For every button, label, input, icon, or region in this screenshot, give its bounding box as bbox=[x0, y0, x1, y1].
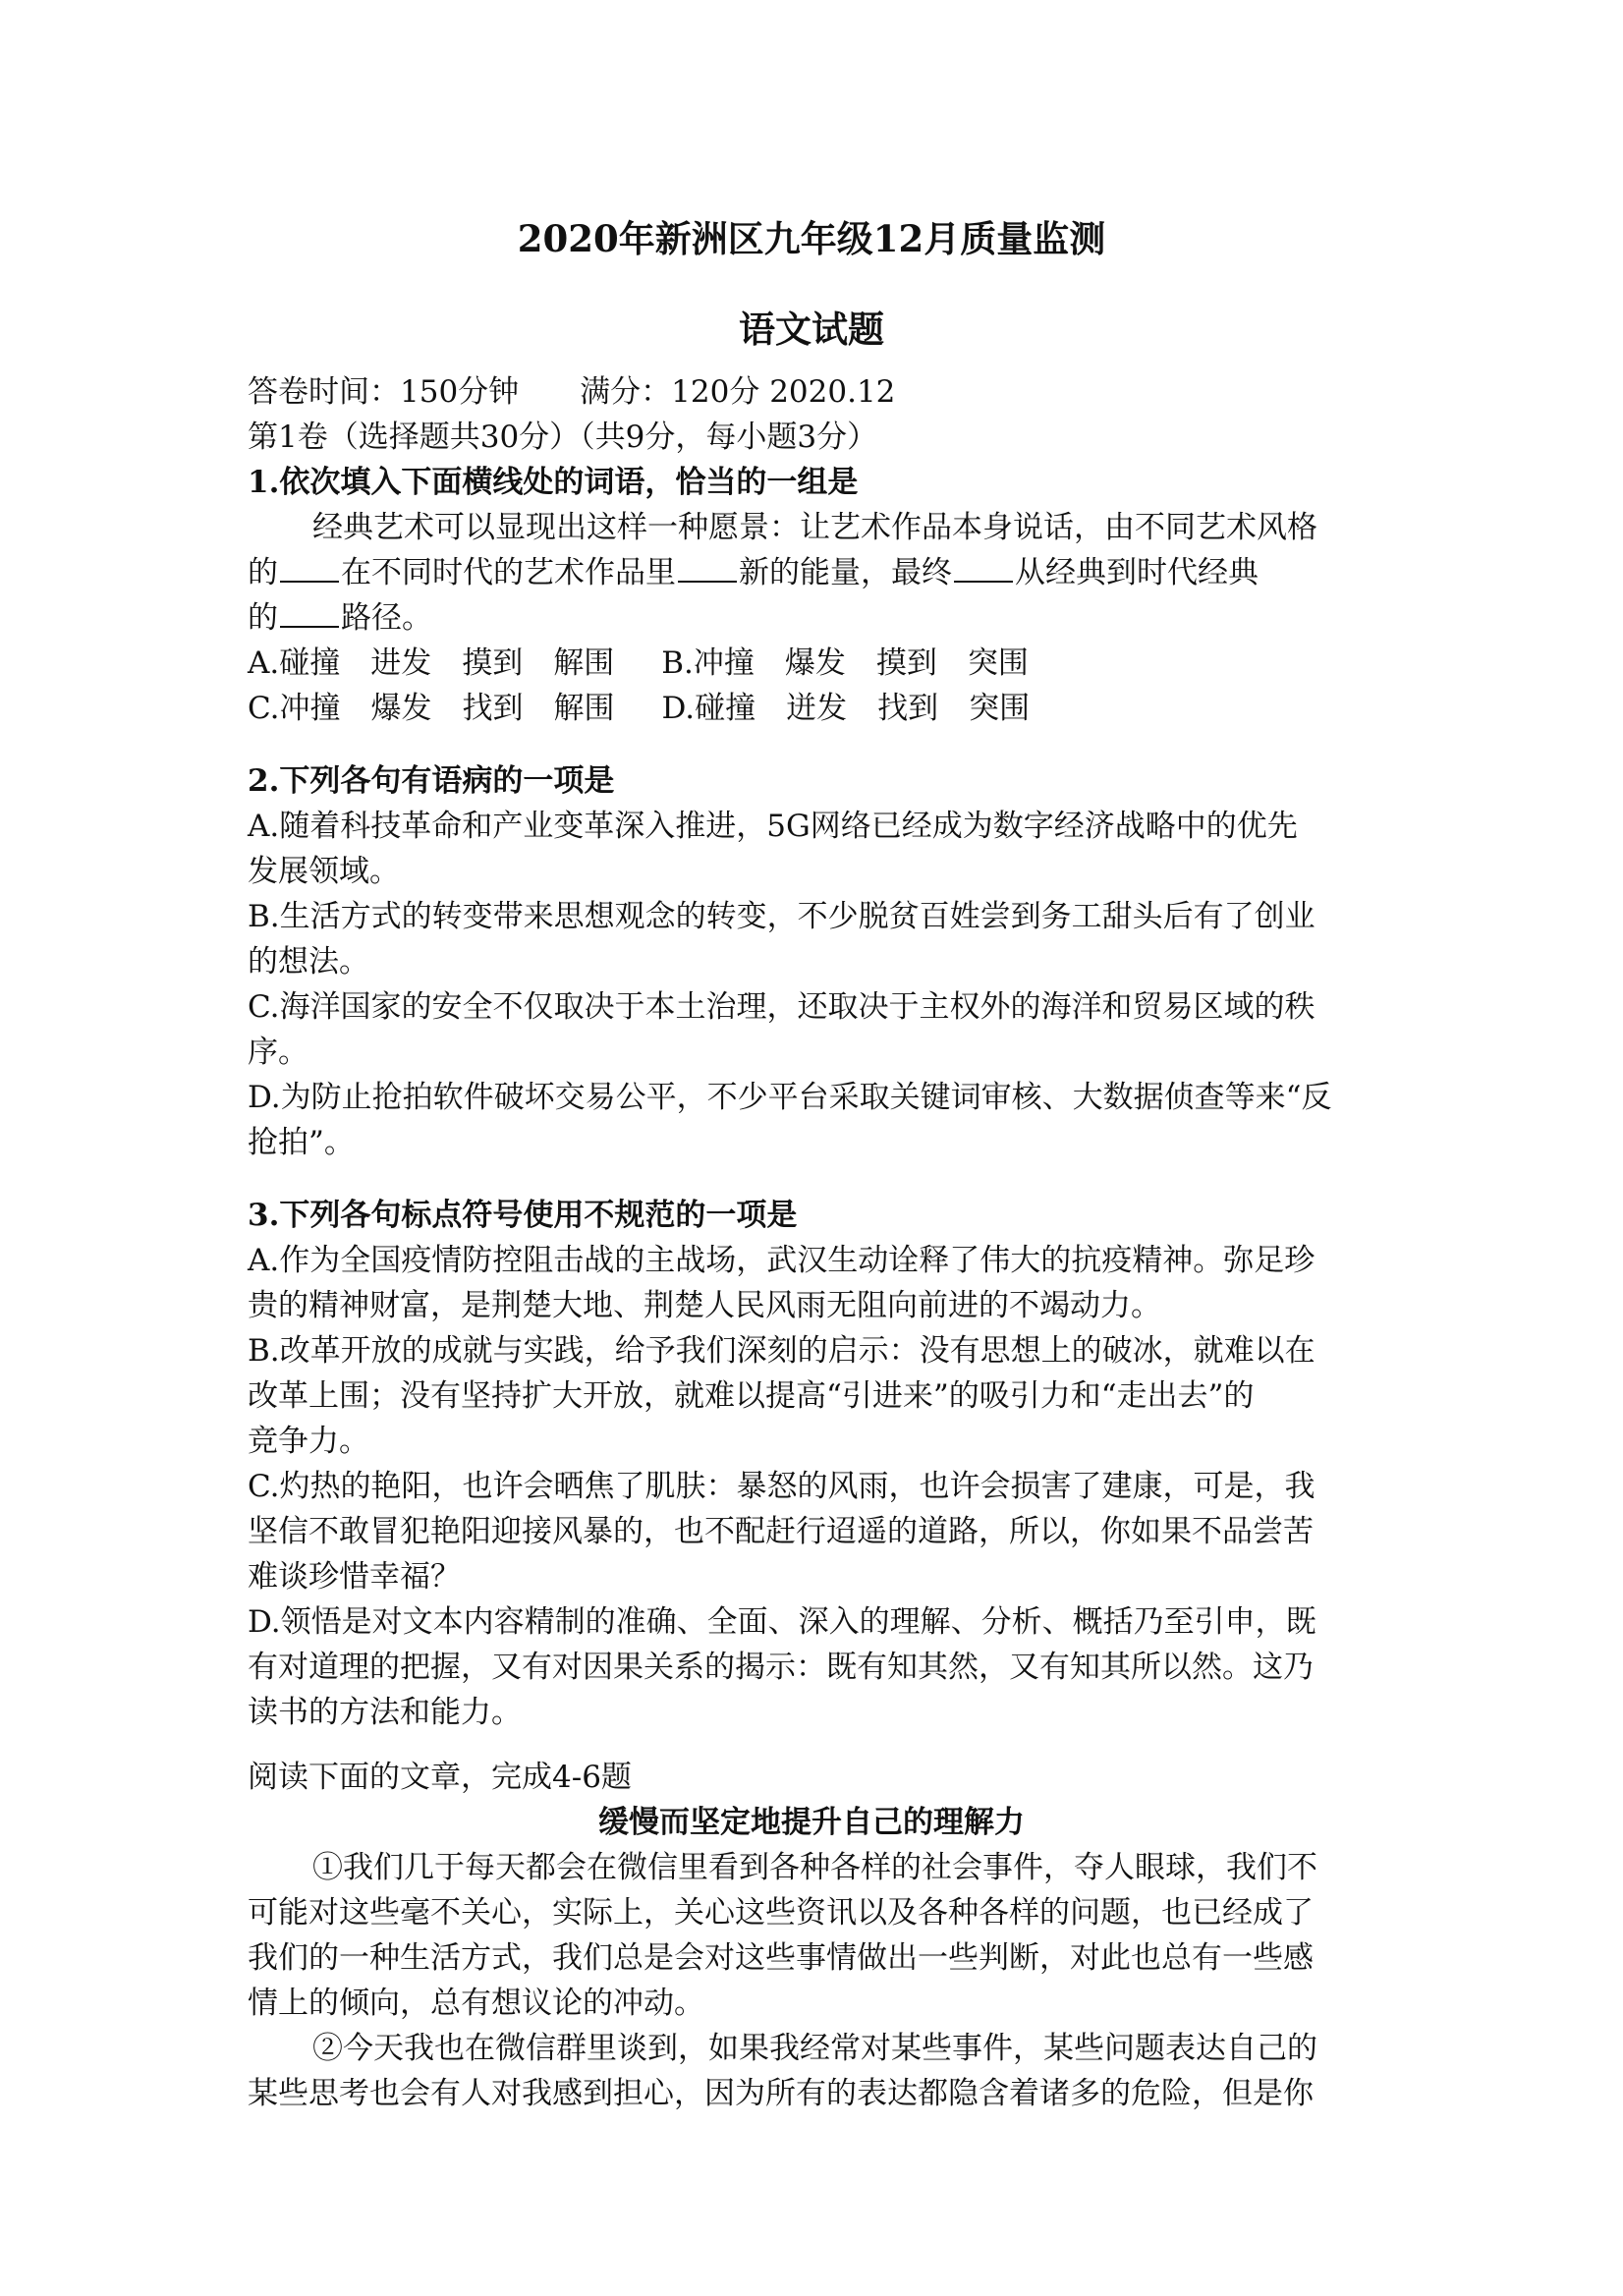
reading-p1-line: 可能对这些毫不关心，实际上，关心这些资讯以及各种各样的问题，也已经成了 bbox=[248, 1895, 1314, 1931]
q1-stem: 1.依次填入下面横线处的词语，恰当的一组是 bbox=[248, 465, 859, 500]
q1-text-2b: 在不同时代的艺术作品里 bbox=[341, 555, 676, 590]
reading-p1-line: 情上的倾向，总有想议论的冲动。 bbox=[248, 1986, 704, 2021]
q1-option-b: B.冲撞 爆发 摸到 突围 bbox=[661, 645, 1029, 681]
q2-line: D.为防止抢拍软件破坏交易公平，不少平台采取关键词审核、大数据侦查等来“反 bbox=[248, 1080, 1332, 1115]
exam-info: 答卷时间：150分钟 满分：120分 2020.12 bbox=[248, 374, 896, 410]
q3-line: 改革上围；没有坚持扩大开放，就难以提高“引进来”的吸引力和“走出去”的 bbox=[248, 1378, 1255, 1414]
q2-stem: 2.下列各句有语病的一项是 bbox=[248, 763, 615, 799]
section-info: 第1卷（选择题共30分）（共9分，每小题3分） bbox=[248, 420, 878, 455]
reading-title: 缓慢而坚定地提升自己的理解力 bbox=[598, 1805, 1025, 1840]
q3-line: 竞争力。 bbox=[248, 1424, 369, 1459]
q3-line: 贵的精神财富，是荆楚大地、荆楚人民风雨无阻向前进的不竭动力。 bbox=[248, 1288, 1161, 1323]
q3-line: 坚信不敢冒犯艳阳迎接风暴的，也不配赶行迢遥的道路，所以，你如果不品尝苦 bbox=[248, 1514, 1314, 1549]
blank-2 bbox=[678, 551, 737, 583]
q1-text-3b: 路径。 bbox=[341, 600, 432, 636]
q1-options-cd bbox=[248, 686, 1387, 731]
reading-p2-line: 某些思考也会有人对我感到担心，因为所有的表达都隐含着诸多的危险，但是你 bbox=[248, 2076, 1314, 2111]
q1-options-ab bbox=[248, 641, 1387, 686]
q2-line: A.随着科技革命和产业变革深入推进，5G网络已经成为数字经济战略中的优先 bbox=[248, 809, 1298, 844]
q2-line: 发展领域。 bbox=[248, 854, 400, 889]
reading-intro: 阅读下面的文章，完成4-6题 bbox=[248, 1760, 632, 1795]
q1-text-3a: 的 bbox=[248, 600, 278, 636]
q3-line: A.作为全国疫情防控阻击战的主战场，武汉生动诠释了伟大的抗疫精神。弥足珍 bbox=[248, 1243, 1315, 1278]
reading-p2-line: ②今天我也在微信群里谈到，如果我经常对某些事件，某些问题表达自己的 bbox=[312, 2031, 1317, 2066]
exam-subtitle: 语文试题 bbox=[739, 308, 884, 351]
q2-line: B.生活方式的转变带来思想观念的转变，不少脱贫百姓尝到务工甜头后有了创业 bbox=[248, 899, 1315, 934]
blank-1 bbox=[280, 551, 339, 583]
q3-line: 有对道理的把握，又有对因果关系的揭示：既有知其然，又有知其所以然。这乃 bbox=[248, 1650, 1314, 1685]
q2-line: 序。 bbox=[248, 1035, 308, 1070]
blank-3 bbox=[954, 551, 1013, 583]
q1-option-c: C.冲撞 爆发 找到 解围 bbox=[248, 691, 615, 726]
q2-line: 的想法。 bbox=[248, 944, 369, 980]
q3-line: D.领悟是对文本内容精制的准确、全面、深入的理解、分析、概括乃至引申，既 bbox=[248, 1604, 1316, 1640]
q3-line: 读书的方法和能力。 bbox=[248, 1695, 522, 1730]
q3-stem: 3.下列各句标点符号使用不规范的一项是 bbox=[248, 1198, 798, 1233]
q1-text-line-2 bbox=[248, 550, 1387, 595]
reading-p1-line: ①我们几于每天都会在微信里看到各种各样的社会事件，夺人眼球，我们不 bbox=[312, 1850, 1317, 1885]
q2-line: C.海洋国家的安全不仅取决于本土治理，还取决于主权外的海洋和贸易区域的秩 bbox=[248, 989, 1315, 1025]
blank-4 bbox=[280, 596, 339, 628]
q1-text-2c: 新的能量，最终 bbox=[739, 555, 952, 590]
q1-text-line-1: 经典艺术可以显现出这样一种愿景：让艺术作品本身说话，由不同艺术风格 bbox=[312, 510, 1317, 545]
q3-line: C.灼热的艳阳，也许会晒焦了肌肤：暴怒的风雨，也许会损害了建康，可是，我 bbox=[248, 1469, 1315, 1504]
q1-text-line-3 bbox=[248, 595, 1387, 641]
q1-text-2a: 的 bbox=[248, 555, 278, 590]
q3-line: B.改革开放的成就与实践，给予我们深刻的启示：没有思想上的破冰，就难以在 bbox=[248, 1333, 1315, 1369]
q1-text-2d: 从经典到时代经典 bbox=[1015, 555, 1259, 590]
q1-option-a: A.碰撞 进发 摸到 解围 bbox=[248, 645, 615, 681]
q2-line: 抢拍”。 bbox=[248, 1125, 355, 1160]
exam-title: 2020年新洲区九年级12月质量监测 bbox=[517, 217, 1106, 260]
q1-option-d: D.碰撞 迸发 找到 突围 bbox=[661, 691, 1031, 726]
q3-line: 难谈珍惜幸福？ bbox=[248, 1559, 461, 1595]
reading-p1-line: 我们的一种生活方式，我们总是会对这些事情做出一些判断，对此也总有一些感 bbox=[248, 1940, 1314, 1976]
